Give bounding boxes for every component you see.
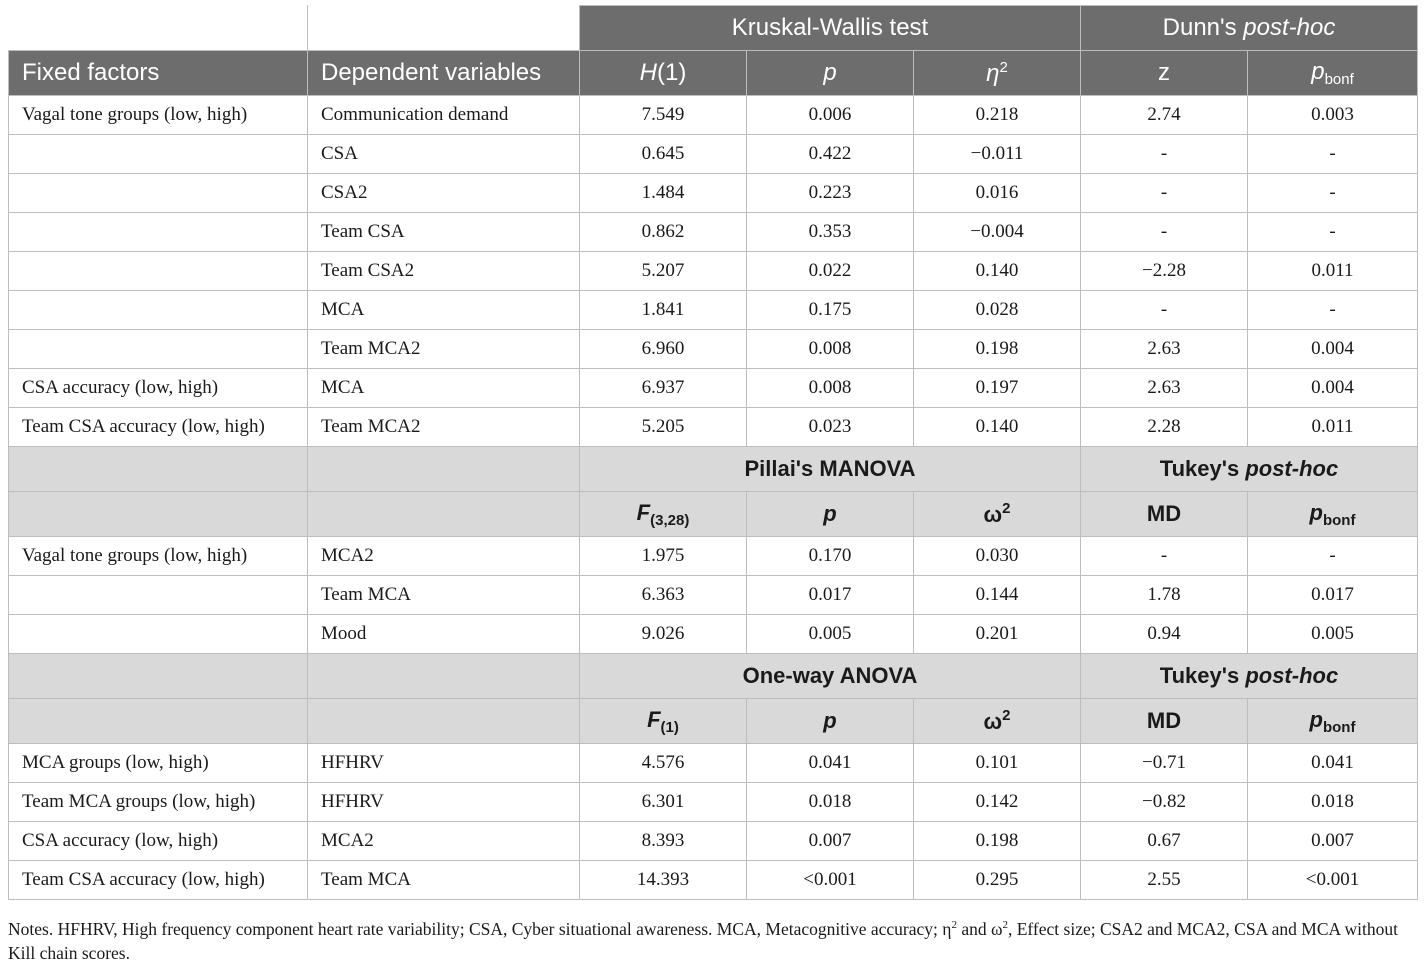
table-row [9,408,1418,447]
cell-f-value: 14.393 [580,861,747,900]
cell-fixed-factor: MCA groups (low, high) [9,744,308,783]
cell-h-value: 7.549 [580,96,747,135]
table-row [9,252,1418,291]
cell-fixed-factor [9,213,308,252]
table-row [9,96,1418,135]
table-row [9,369,1418,408]
cell-fixed-factor [9,135,308,174]
cell-p-value: 0.175 [747,291,914,330]
table-row [9,744,1418,783]
cell-p-value: 0.017 [747,576,914,615]
cell-effect-size: 0.201 [914,615,1081,654]
cell-p-bonf: 0.017 [1248,576,1418,615]
cell-fixed-factor [9,330,308,369]
kruskal-wallis-header: Kruskal-Wallis test [580,6,1081,51]
col-omega-squared: $\omega^2$ [914,492,1081,537]
cell-p-value: 0.008 [747,330,914,369]
cell-effect-size: 0.198 [914,822,1081,861]
table-row [9,822,1418,861]
col-p-value: p [747,51,914,96]
cell-h-value: 1.841 [580,291,747,330]
cell-dependent-variable: Team CSA2 [308,252,580,291]
cell-p-value: <0.001 [747,861,914,900]
dunn-posthoc-header: Dunn's post-hoc [1081,6,1418,51]
cell-p-bonf: <0.001 [1248,861,1418,900]
cell-effect-size: 0.016 [914,174,1081,213]
cell-dependent-variable: Team MCA [308,576,580,615]
statistics-table [8,5,1418,900]
cell-effect-size: 0.028 [914,291,1081,330]
cell-p-bonf: 0.004 [1248,330,1418,369]
anova-header: One-way ANOVA [580,654,1081,699]
cell-z-value: 2.63 [1081,330,1248,369]
cell-fixed-factor [9,174,308,213]
subheader-blank-cell [308,447,580,492]
cell-dependent-variable: MCA [308,369,580,408]
manova-rows [9,537,1418,654]
cell-h-value: 6.937 [580,369,747,408]
cell-fixed-factor [9,291,308,330]
cell-dependent-variable: Mood [308,615,580,654]
anova-column-row [9,699,1418,744]
header-group-row [9,6,1418,51]
col-p-value: p [747,699,914,744]
cell-effect-size: 0.218 [914,96,1081,135]
cell-p-bonf: - [1248,174,1418,213]
table-row [9,576,1418,615]
anova-rows [9,744,1418,900]
subheader-blank-cell [308,699,580,744]
cell-h-value: 0.645 [580,135,747,174]
manova-group-row [9,447,1418,492]
cell-p-value: 0.353 [747,213,914,252]
table-row [9,291,1418,330]
cell-dependent-variable: Team MCA2 [308,330,580,369]
col-h-statistic: H(1) [580,51,747,96]
cell-p-value: 0.223 [747,174,914,213]
subheader-blank-cell [9,447,308,492]
cell-fixed-factor: Vagal tone groups (low, high) [9,537,308,576]
cell-p-bonf: 0.041 [1248,744,1418,783]
cell-p-bonf: 0.003 [1248,96,1418,135]
col-p-bonf: $p_{bonf}$ [1248,492,1418,537]
cell-effect-size: 0.197 [914,369,1081,408]
subheader-blank-cell [9,492,308,537]
cell-md-value: −0.82 [1081,783,1248,822]
header-blank-cell [9,6,308,51]
table-row [9,537,1418,576]
cell-dependent-variable: HFHRV [308,783,580,822]
cell-p-value: 0.006 [747,96,914,135]
cell-z-value: - [1081,213,1248,252]
cell-p-value: 0.008 [747,369,914,408]
cell-z-value: - [1081,291,1248,330]
cell-z-value: −2.28 [1081,252,1248,291]
subheader-blank-cell [308,492,580,537]
cell-p-value: 0.023 [747,408,914,447]
col-f-statistic: $F_{(3,28)}$ [580,492,747,537]
header-blank-cell [308,6,580,51]
cell-p-bonf: 0.018 [1248,783,1418,822]
cell-z-value: 2.28 [1081,408,1248,447]
cell-fixed-factor: CSA accuracy (low, high) [9,822,308,861]
cell-md-value: −0.71 [1081,744,1248,783]
anova-group-row [9,654,1418,699]
cell-h-value: 5.205 [580,408,747,447]
cell-p-bonf: 0.011 [1248,252,1418,291]
col-p-bonf: $p_{bonf}$ [1248,51,1418,96]
col-omega-squared: $\omega^2$ [914,699,1081,744]
subheader-blank-cell [308,654,580,699]
table-notes: Notes. HFHRV, High frequency component heart rate variability; CSA, Cyber situational awareness. MCA, Metacognitive accuracy; $\eta^2$ and $\omega^2$, Effect size; CSA2 and MCA2, CSA and MCA without Kill chain scores. [8,918,1399,963]
kruskal-wallis-rows [9,96,1418,447]
cell-md-value: 2.55 [1081,861,1248,900]
cell-dependent-variable: Team MCA [308,861,580,900]
col-z: z [1081,51,1248,96]
table-row [9,174,1418,213]
cell-fixed-factor: Vagal tone groups (low, high) [9,96,308,135]
cell-fixed-factor: Team MCA groups (low, high) [9,783,308,822]
cell-effect-size: −0.011 [914,135,1081,174]
cell-dependent-variable: MCA [308,291,580,330]
manova-header: Pillai's MANOVA [580,447,1081,492]
cell-dependent-variable: MCA2 [308,537,580,576]
cell-z-value: 2.63 [1081,369,1248,408]
cell-md-value: 0.67 [1081,822,1248,861]
cell-effect-size: 0.140 [914,408,1081,447]
cell-effect-size: 0.198 [914,330,1081,369]
subheader-blank-cell [9,654,308,699]
col-fixed-factors: Fixed factors [9,51,308,96]
tukey-posthoc-header: Tukey's post-hoc [1081,447,1418,492]
cell-f-value: 4.576 [580,744,747,783]
cell-fixed-factor [9,252,308,291]
cell-p-bonf: 0.004 [1248,369,1418,408]
cell-effect-size: 0.144 [914,576,1081,615]
cell-h-value: 6.960 [580,330,747,369]
cell-f-value: 6.363 [580,576,747,615]
table-row [9,135,1418,174]
subheader-blank-cell [9,699,308,744]
cell-effect-size: 0.140 [914,252,1081,291]
cell-md-value: - [1081,537,1248,576]
tukey-posthoc-header: Tukey's post-hoc [1081,654,1418,699]
table-row [9,861,1418,900]
cell-p-value: 0.022 [747,252,914,291]
cell-p-bonf: - [1248,213,1418,252]
cell-p-bonf: 0.005 [1248,615,1418,654]
cell-h-value: 1.484 [580,174,747,213]
header-column-row [9,51,1418,96]
cell-p-bonf: - [1248,135,1418,174]
cell-p-value: 0.018 [747,783,914,822]
cell-p-bonf: 0.007 [1248,822,1418,861]
cell-fixed-factor: CSA accuracy (low, high) [9,369,308,408]
col-md: MD [1081,492,1248,537]
cell-h-value: 0.862 [580,213,747,252]
cell-dependent-variable: Team CSA [308,213,580,252]
cell-p-value: 0.041 [747,744,914,783]
cell-p-value: 0.007 [747,822,914,861]
cell-md-value: 0.94 [1081,615,1248,654]
cell-h-value: 5.207 [580,252,747,291]
cell-dependent-variable: Communication demand [308,96,580,135]
table-row [9,330,1418,369]
col-dependent-variables: Dependent variables [308,51,580,96]
cell-p-bonf: - [1248,291,1418,330]
cell-fixed-factor [9,576,308,615]
cell-f-value: 9.026 [580,615,747,654]
cell-dependent-variable: HFHRV [308,744,580,783]
cell-z-value: - [1081,174,1248,213]
col-p-bonf: $p_{bonf}$ [1248,699,1418,744]
cell-dependent-variable: CSA2 [308,174,580,213]
cell-dependent-variable: MCA2 [308,822,580,861]
col-md: MD [1081,699,1248,744]
cell-fixed-factor [9,615,308,654]
col-eta-squared: $\eta^2$ [914,51,1081,96]
cell-effect-size: 0.295 [914,861,1081,900]
table-row [9,783,1418,822]
cell-z-value: 2.74 [1081,96,1248,135]
cell-f-value: 6.301 [580,783,747,822]
cell-dependent-variable: Team MCA2 [308,408,580,447]
cell-md-value: 1.78 [1081,576,1248,615]
cell-p-bonf: 0.011 [1248,408,1418,447]
cell-effect-size: −0.004 [914,213,1081,252]
manova-column-row [9,492,1418,537]
cell-p-value: 0.422 [747,135,914,174]
cell-effect-size: 0.101 [914,744,1081,783]
table-row [9,615,1418,654]
cell-f-value: 8.393 [580,822,747,861]
cell-p-value: 0.170 [747,537,914,576]
cell-fixed-factor: Team CSA accuracy (low, high) [9,861,308,900]
table-row [9,213,1418,252]
cell-dependent-variable: CSA [308,135,580,174]
cell-fixed-factor: Team CSA accuracy (low, high) [9,408,308,447]
cell-f-value: 1.975 [580,537,747,576]
cell-p-bonf: - [1248,537,1418,576]
cell-p-value: 0.005 [747,615,914,654]
cell-z-value: - [1081,135,1248,174]
cell-effect-size: 0.030 [914,537,1081,576]
col-p-value: p [747,492,914,537]
cell-effect-size: 0.142 [914,783,1081,822]
col-f-statistic: $F_{(1)}$ [580,699,747,744]
